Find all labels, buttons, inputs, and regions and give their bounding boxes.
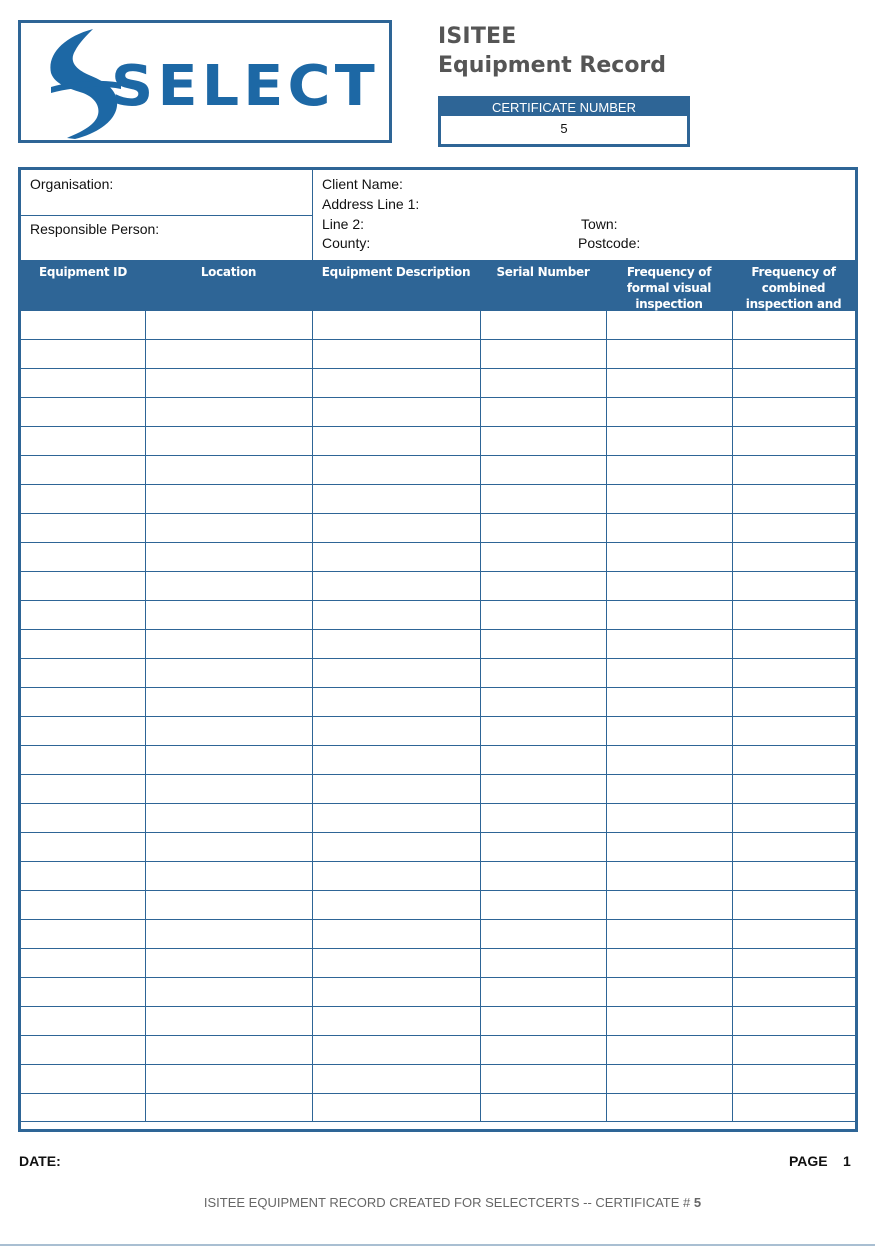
table-cell [480, 659, 606, 688]
table-cell [606, 572, 732, 601]
column-header-serial-number: Serial Number [496, 265, 590, 279]
footer-certificate-number: 5 [693, 1195, 702, 1210]
table-row [21, 543, 855, 572]
table-cell [606, 659, 732, 688]
table-row [21, 456, 855, 485]
table-cell [606, 1036, 732, 1065]
organisation-label: Organisation: [30, 176, 114, 192]
table-cell [606, 949, 732, 978]
table-cell [21, 311, 145, 340]
table-cell [21, 688, 145, 717]
table-cell [480, 1065, 606, 1094]
table-cell [21, 427, 145, 456]
table-cell [606, 717, 732, 746]
table-cell [606, 862, 732, 891]
column-header-equipment-description: Equipment Description [321, 265, 471, 279]
table-cell [606, 456, 732, 485]
table-cell [606, 543, 732, 572]
table-row [21, 862, 855, 891]
table-row [21, 833, 855, 862]
table-cell [312, 456, 480, 485]
table-cell [312, 891, 480, 920]
table-cell [480, 862, 606, 891]
table-cell [480, 891, 606, 920]
table-cell [145, 920, 312, 949]
table-cell [21, 775, 145, 804]
table-cell [480, 978, 606, 1007]
table-cell [312, 688, 480, 717]
table-cell [312, 369, 480, 398]
info-divider-vertical [312, 170, 313, 260]
table-cell [21, 833, 145, 862]
table-row [21, 891, 855, 920]
table-cell [606, 1007, 732, 1036]
table-cell [21, 340, 145, 369]
table-cell [145, 340, 312, 369]
table-cell [732, 1065, 855, 1094]
table-row [21, 746, 855, 775]
table-row [21, 775, 855, 804]
table-cell [312, 572, 480, 601]
table-cell [145, 572, 312, 601]
table-cell [21, 398, 145, 427]
table-cell [480, 427, 606, 456]
table-cell [145, 601, 312, 630]
table-cell [480, 369, 606, 398]
table-cell [606, 688, 732, 717]
table-row [21, 601, 855, 630]
table-cell [606, 891, 732, 920]
table-cell [312, 717, 480, 746]
logo-wordmark: SELECT [111, 54, 379, 119]
table-cell [480, 630, 606, 659]
table-cell [21, 514, 145, 543]
table-cell [732, 746, 855, 775]
table-cell [312, 601, 480, 630]
table-cell [21, 891, 145, 920]
table-cell [606, 311, 732, 340]
select-logo [21, 23, 389, 140]
footer-note [0, 1195, 875, 1210]
table-cell [145, 485, 312, 514]
table-row [21, 311, 855, 340]
column-header-equipment-id: Equipment ID [39, 265, 127, 279]
table-cell [732, 775, 855, 804]
table-cell [312, 804, 480, 833]
responsible-person-label: Responsible Person: [30, 221, 160, 237]
table-cell [21, 1007, 145, 1036]
table-row [21, 514, 855, 543]
page-number: 1 [843, 1153, 851, 1169]
table-cell [480, 1007, 606, 1036]
client-info-section [21, 170, 855, 260]
table-cell [480, 398, 606, 427]
table-cell [145, 659, 312, 688]
table-row [21, 340, 855, 369]
table-row [21, 920, 855, 949]
table-cell [732, 659, 855, 688]
table-cell [145, 456, 312, 485]
table-cell [732, 340, 855, 369]
table-cell [480, 572, 606, 601]
table-cell [21, 717, 145, 746]
address-line1-label: Address Line 1: [322, 196, 420, 212]
table-cell [732, 688, 855, 717]
table-cell [21, 485, 145, 514]
table-cell [145, 1065, 312, 1094]
table-cell [606, 485, 732, 514]
document-title-line1: ISITEE [438, 24, 517, 49]
table-cell [21, 920, 145, 949]
table-row [21, 572, 855, 601]
document-title-line2: Equipment Record [438, 53, 667, 78]
table-row [21, 978, 855, 1007]
certificate-number-label: CERTIFICATE NUMBER [441, 99, 687, 116]
table-cell [732, 543, 855, 572]
table-cell [312, 1094, 480, 1122]
table-row [21, 630, 855, 659]
table-cell [145, 949, 312, 978]
info-divider-horizontal [21, 215, 312, 216]
table-cell [732, 456, 855, 485]
table-row [21, 949, 855, 978]
date-label: DATE: [19, 1153, 61, 1169]
table-cell [480, 514, 606, 543]
table-cell [606, 833, 732, 862]
equipment-table-body [21, 311, 855, 1122]
table-cell [21, 601, 145, 630]
table-cell [312, 1007, 480, 1036]
table-cell [145, 1094, 312, 1122]
table-cell [732, 601, 855, 630]
line2-label: Line 2: [322, 216, 365, 232]
table-cell [606, 775, 732, 804]
table-cell [21, 862, 145, 891]
table-cell [606, 601, 732, 630]
table-cell [732, 891, 855, 920]
table-cell [480, 717, 606, 746]
footer-text: ISITEE EQUIPMENT RECORD CREATED FOR SELECTCERTS -- CERTIFICATE # [203, 1195, 691, 1210]
column-header-location: Location [200, 265, 257, 279]
table-cell [606, 427, 732, 456]
table-cell [312, 543, 480, 572]
table-cell [21, 456, 145, 485]
table-cell [480, 688, 606, 717]
table-cell [606, 398, 732, 427]
table-cell [606, 369, 732, 398]
table-cell [145, 398, 312, 427]
table-cell [732, 862, 855, 891]
table-cell [606, 630, 732, 659]
county-label: County: [322, 235, 371, 251]
table-cell [312, 398, 480, 427]
table-cell [606, 746, 732, 775]
equipment-table [21, 311, 855, 1122]
table-cell [312, 1036, 480, 1065]
table-cell [21, 1065, 145, 1094]
table-row [21, 688, 855, 717]
table-cell [480, 746, 606, 775]
table-cell [606, 1094, 732, 1122]
table-row [21, 398, 855, 427]
table-cell [312, 949, 480, 978]
table-row [21, 717, 855, 746]
table-cell [732, 572, 855, 601]
page-label: PAGE [789, 1153, 828, 1169]
table-row [21, 1007, 855, 1036]
table-cell [480, 1094, 606, 1122]
table-cell [312, 514, 480, 543]
table-cell [480, 833, 606, 862]
table-cell [480, 485, 606, 514]
table-cell [732, 833, 855, 862]
town-label: Town: [581, 216, 618, 232]
table-cell [312, 630, 480, 659]
table-cell [480, 311, 606, 340]
table-cell [21, 1094, 145, 1122]
table-cell [480, 1036, 606, 1065]
table-cell [480, 340, 606, 369]
table-cell [145, 688, 312, 717]
table-cell [312, 833, 480, 862]
client-name-label: Client Name: [322, 176, 403, 192]
table-row [21, 369, 855, 398]
table-cell [480, 543, 606, 572]
table-cell [732, 804, 855, 833]
table-cell [606, 804, 732, 833]
table-cell [312, 659, 480, 688]
table-cell [732, 485, 855, 514]
table-cell [145, 717, 312, 746]
table-cell [145, 311, 312, 340]
table-cell [145, 1007, 312, 1036]
table-cell [732, 717, 855, 746]
table-cell [21, 1036, 145, 1065]
table-cell [145, 427, 312, 456]
table-cell [606, 920, 732, 949]
table-cell [21, 978, 145, 1007]
table-cell [145, 630, 312, 659]
table-cell [480, 804, 606, 833]
table-cell [312, 920, 480, 949]
column-header-frequency-combined: Frequency of combined inspection and test [745, 265, 842, 327]
table-cell [312, 427, 480, 456]
table-cell [145, 833, 312, 862]
table-cell [312, 862, 480, 891]
table-cell [606, 978, 732, 1007]
table-cell [480, 601, 606, 630]
table-cell [145, 804, 312, 833]
column-header-frequency-visual: Frequency of formal visual inspection [626, 265, 712, 311]
table-cell [732, 630, 855, 659]
table-row [21, 1036, 855, 1065]
table-cell [145, 514, 312, 543]
table-cell [480, 456, 606, 485]
bottom-rule [0, 1244, 875, 1246]
table-cell [21, 746, 145, 775]
table-cell [606, 514, 732, 543]
table-row [21, 427, 855, 456]
logo-box [18, 20, 392, 143]
table-cell [732, 1007, 855, 1036]
table-cell [145, 775, 312, 804]
table-cell [21, 949, 145, 978]
postcode-label: Postcode: [578, 235, 641, 251]
table-cell [732, 949, 855, 978]
table-cell [732, 1036, 855, 1065]
table-cell [732, 398, 855, 427]
table-cell [145, 746, 312, 775]
table-cell [606, 340, 732, 369]
table-cell [312, 485, 480, 514]
table-cell [480, 775, 606, 804]
table-row [21, 659, 855, 688]
table-row [21, 1094, 855, 1122]
table-cell [312, 1065, 480, 1094]
table-cell [732, 1094, 855, 1122]
table-cell [312, 340, 480, 369]
table-cell [21, 572, 145, 601]
table-cell [21, 369, 145, 398]
equipment-record-frame [18, 167, 858, 1132]
table-cell [21, 659, 145, 688]
table-cell [732, 978, 855, 1007]
table-cell [480, 920, 606, 949]
table-cell [145, 369, 312, 398]
table-cell [145, 543, 312, 572]
table-cell [21, 543, 145, 572]
table-cell [732, 920, 855, 949]
table-cell [21, 630, 145, 659]
table-row [21, 485, 855, 514]
table-cell [21, 804, 145, 833]
table-cell [145, 978, 312, 1007]
table-cell [480, 949, 606, 978]
table-cell [145, 1036, 312, 1065]
certificate-number-value: 5 [560, 121, 568, 136]
table-cell [732, 369, 855, 398]
table-cell [145, 891, 312, 920]
table-cell [312, 746, 480, 775]
table-cell [732, 427, 855, 456]
table-cell [312, 311, 480, 340]
table-cell [606, 1065, 732, 1094]
certificate-number-box [438, 96, 690, 147]
table-header [21, 260, 855, 327]
table-row [21, 1065, 855, 1094]
table-cell [732, 514, 855, 543]
table-cell [312, 978, 480, 1007]
table-cell [312, 775, 480, 804]
table-row [21, 804, 855, 833]
table-cell [145, 862, 312, 891]
